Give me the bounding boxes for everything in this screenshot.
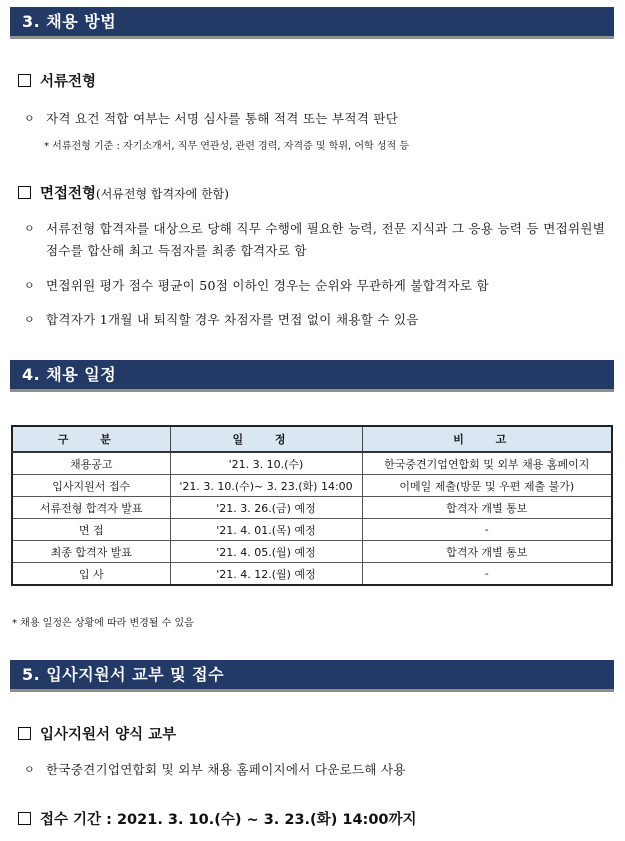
checkbox-square-icon bbox=[18, 186, 31, 199]
table-row bbox=[12, 563, 612, 586]
schedule-header-remark: 비 고 bbox=[362, 426, 612, 452]
period-heading bbox=[18, 808, 417, 829]
table-row bbox=[12, 475, 612, 497]
table-cell: '21. 4. 01.(목) 예정 bbox=[170, 519, 362, 541]
schedule-header-category: 구 분 bbox=[12, 426, 170, 452]
table-cell: 서류전형 합격자 발표 bbox=[12, 497, 170, 519]
interview-heading-text: 면접전형 bbox=[40, 186, 97, 202]
doc-screening-note: * 서류전형 기준 : 자기소개서, 직무 연관성, 관련 경력, 자격증 및 학위, 어학 성적 등 bbox=[44, 141, 410, 152]
circle-bullet-icon: ㅇ bbox=[24, 763, 35, 776]
table-cell: 합격자 개별 통보 bbox=[362, 541, 612, 563]
schedule-note: * 채용 일정은 상황에 따라 변경될 수 있음 bbox=[12, 618, 194, 629]
table-row bbox=[12, 541, 612, 563]
table-cell: 합격자 개별 통보 bbox=[362, 497, 612, 519]
section-4-title: 4. 채용 일정 bbox=[10, 360, 614, 392]
table-cell: '21. 3. 26.(금) 예정 bbox=[170, 497, 362, 519]
interview-bullet-3 bbox=[24, 309, 613, 331]
checkbox-square-icon bbox=[18, 74, 31, 87]
interview-bullet-text: 면접위원 평가 점수 평균이 50점 이하인 경우는 순위와 무관하게 불합격자로 함 bbox=[46, 278, 489, 293]
table-cell: '21. 4. 12.(월) 예정 bbox=[170, 563, 362, 586]
interview-heading-sub: (서류전형 합격자에 한함) bbox=[96, 187, 229, 201]
table-cell: - bbox=[362, 563, 612, 586]
table-cell: '21. 3. 10.(수)~ 3. 23.(화) 14:00 bbox=[170, 475, 362, 497]
schedule-header-date: 일 정 bbox=[170, 426, 362, 452]
interview-bullet-2 bbox=[24, 275, 613, 297]
form-heading bbox=[18, 723, 176, 744]
checkbox-square-icon bbox=[18, 727, 31, 740]
table-cell: 면 접 bbox=[12, 519, 170, 541]
table-row bbox=[12, 497, 612, 519]
circle-bullet-icon: ㅇ bbox=[24, 112, 35, 125]
form-heading-text: 입사지원서 양식 교부 bbox=[40, 727, 177, 743]
form-bullet bbox=[24, 759, 613, 781]
table-cell: 입 사 bbox=[12, 563, 170, 586]
section-5-title: 5. 입사지원서 교부 및 접수 bbox=[10, 660, 614, 692]
table-cell: '21. 4. 05.(월) 예정 bbox=[170, 541, 362, 563]
circle-bullet-icon: ㅇ bbox=[24, 279, 35, 292]
circle-bullet-icon: ㅇ bbox=[24, 313, 35, 326]
table-cell: - bbox=[362, 519, 612, 541]
table-cell: 최종 합격자 발표 bbox=[12, 541, 170, 563]
table-cell: 한국중견기업연합회 및 외부 채용 홈페이지 bbox=[362, 452, 612, 475]
interview-bullet-1 bbox=[24, 218, 613, 262]
schedule-table bbox=[11, 425, 613, 586]
section-3-title: 3. 채용 방법 bbox=[10, 7, 614, 39]
schedule-table-header-row bbox=[12, 426, 612, 452]
doc-screening-bullet bbox=[24, 108, 613, 130]
table-cell: 채용공고 bbox=[12, 452, 170, 475]
doc-screening-bullet-text: 자격 요건 적합 여부는 서명 심사를 통해 적격 또는 부적격 판단 bbox=[46, 111, 399, 126]
interview-heading bbox=[18, 182, 229, 203]
circle-bullet-icon: ㅇ bbox=[24, 222, 35, 235]
table-cell: '21. 3. 10.(수) bbox=[170, 452, 362, 475]
doc-screening-heading-text: 서류전형 bbox=[40, 74, 97, 90]
checkbox-square-icon bbox=[18, 812, 31, 825]
table-cell: 이메일 제출(방문 및 우편 제출 불가) bbox=[362, 475, 612, 497]
table-row bbox=[12, 519, 612, 541]
period-heading-text: 접수 기간 : 2021. 3. 10.(수) ~ 3. 23.(화) 14:00까지 bbox=[40, 812, 417, 828]
interview-bullet-text: 합격자가 1개월 내 퇴직할 경우 차점자를 면접 없이 채용할 수 있음 bbox=[46, 312, 419, 327]
table-cell: 입사지원서 접수 bbox=[12, 475, 170, 497]
doc-screening-heading bbox=[18, 70, 96, 91]
interview-bullet-text: 서류전형 합격자를 대상으로 당해 직무 수행에 필요한 능력, 전문 지식과 그 응용 능력 등 면접위원별 점수를 합산해 최고 득점자를 최종 합격자로 함 bbox=[46, 221, 606, 258]
table-row bbox=[12, 452, 612, 475]
form-bullet-text: 한국중견기업연합회 및 외부 채용 홈페이지에서 다운로드해 사용 bbox=[46, 762, 406, 777]
